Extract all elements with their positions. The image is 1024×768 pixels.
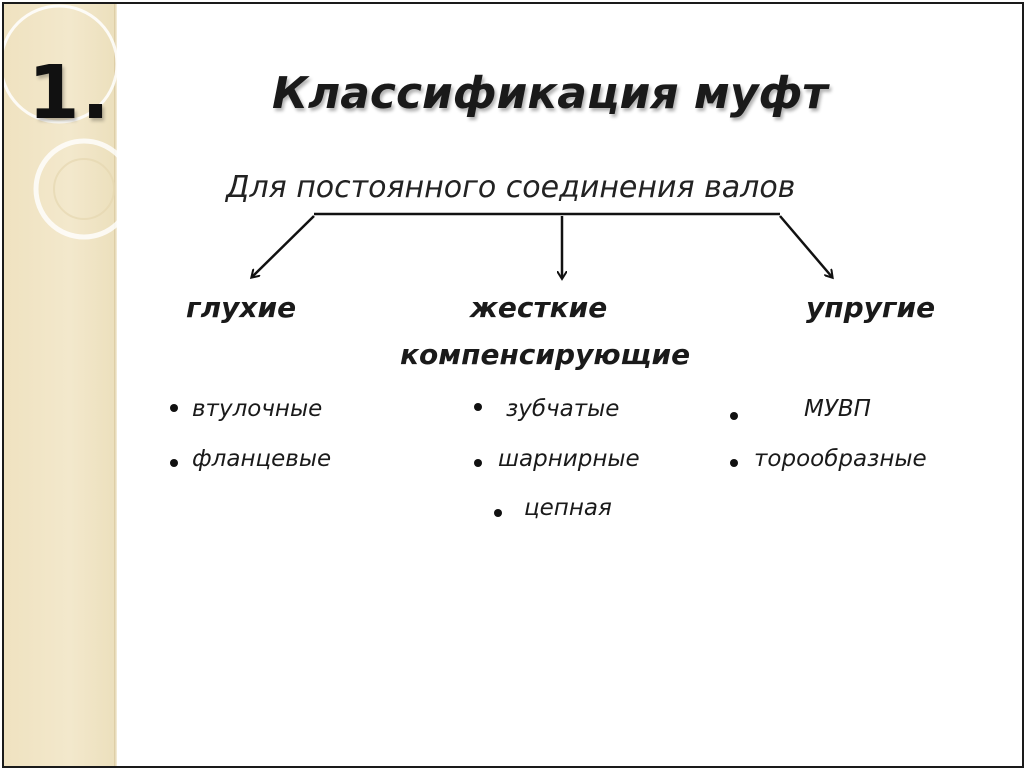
- list-item: зубчатые: [506, 396, 620, 422]
- list-item: цепная: [524, 495, 612, 521]
- category-compensating-line2: компенсирующие: [400, 338, 691, 371]
- slide-subtitle: Для постоянного соединения валов: [226, 170, 796, 205]
- slide-title: Классификация муфт: [272, 68, 828, 119]
- list-item: МУВП: [804, 396, 871, 422]
- bullet: [170, 404, 178, 412]
- list-item: фланцевые: [192, 446, 332, 472]
- slide: [2, 2, 1024, 768]
- bullet: [474, 403, 482, 411]
- bullet: [494, 509, 502, 517]
- bullet: [730, 412, 738, 420]
- bullet: [170, 459, 178, 467]
- list-item: торообразные: [754, 446, 927, 472]
- classification-arrows: [4, 4, 1022, 766]
- list-item: шарнирные: [498, 446, 640, 472]
- category-rigid: глухие: [186, 291, 297, 324]
- category-elastic: упругие: [806, 291, 936, 324]
- arrow-to-rigid: [252, 216, 314, 277]
- bullet: [474, 459, 482, 467]
- bullet: [730, 459, 738, 467]
- arrow-to-elastic: [780, 216, 832, 277]
- slide-number: 1.: [28, 50, 112, 136]
- category-compensating-line1: жесткие: [470, 291, 608, 324]
- list-item: втулочные: [192, 396, 323, 422]
